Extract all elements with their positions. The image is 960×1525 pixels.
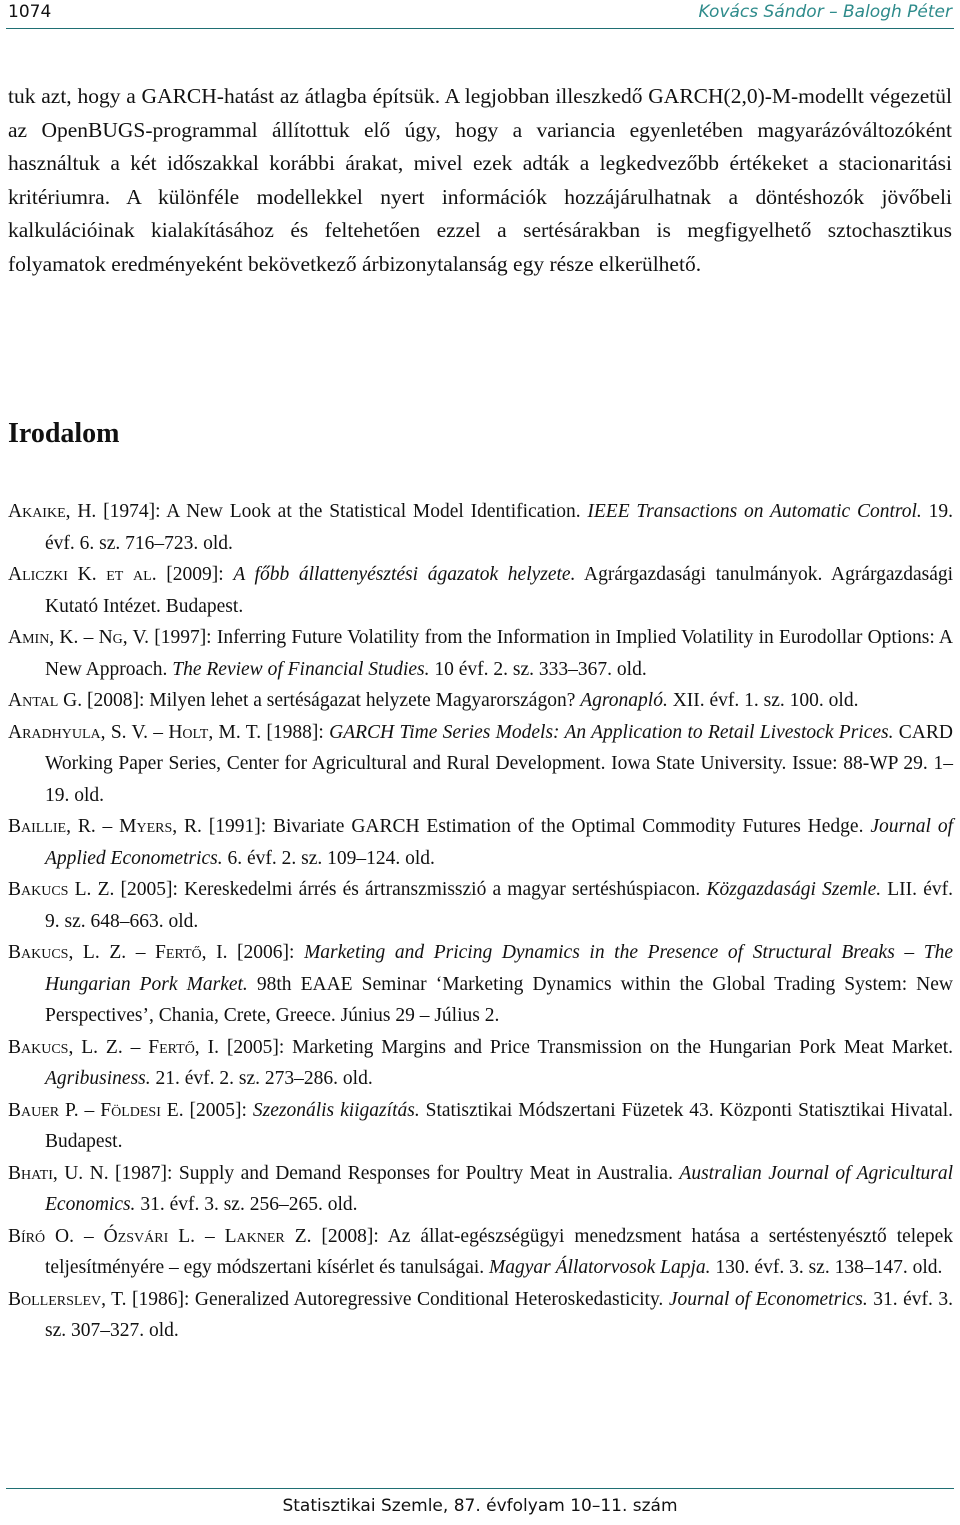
reference-details: 19. évf. 6. sz. 716–723. old.: [45, 501, 953, 554]
reference-author: Baillie, R. – Myers, R.: [8, 816, 202, 837]
reference-source: Közgazdasági Szemle.: [706, 879, 882, 900]
reference-text: [2005]:: [183, 1099, 253, 1121]
reference-source: Journal of Applied Econometrics.: [45, 816, 953, 869]
running-authors: Kovács Sándor – Balogh Péter: [698, 2, 952, 22]
reference-details: 31. évf. 3. sz. 256–265. old.: [135, 1194, 358, 1215]
reference-item: [8, 811, 953, 874]
reference-item: [8, 1221, 953, 1284]
reference-details: 98th EAAE Seminar ‘Marketing Dynamics within the Global Trading System: New Perspectives’, Chania, Crete, Greece. Június 29 – Július 2.: [45, 973, 953, 1026]
reference-author: Bíró O. – Ózsvári L. – Lakner Z.: [8, 1225, 312, 1247]
reference-author: Bakucs L. Z.: [8, 879, 115, 900]
body-paragraph: tuk azt, hogy a GARCH-hatást az átlagba építsük. A legjobban illeszkedő GARCH(2,0)-M-modellt végezetül az OpenBUGS-programmal állítottuk elő úgy, hogy a variancia egyenletében magyarázóváltozóként használtuk a két időszakkal korábbi árakat, mivel ezek adták a legkedvezőbb értékeket a stacionaritási kritériumra. A különféle modellekkel nyert információk hozzájárulhatnak a döntéshozók jövőbeli kalkulációinak kialakításához és feltehetően ezzel a sertésárakban is megfigyelhető sztochasztikus folyamatok eredményeként bekövetkező árbizonytalanság egy része elkerülhető.: [8, 84, 952, 276]
reference-author: Aradhyula, S. V. – Holt, M. T.: [8, 721, 262, 743]
reference-item: [8, 559, 953, 622]
reference-source: Australian Journal of Agricultural Economics.: [45, 1162, 954, 1215]
reference-text: [1991]: Bivariate GARCH Estimation of the Optimal Commodity Futures Hedge.: [201, 816, 871, 837]
reference-text: [1988]:: [261, 721, 330, 743]
reference-item: [8, 1158, 953, 1221]
reference-author: Aliczki K. et al.: [8, 564, 157, 585]
reference-item: [8, 622, 953, 685]
reference-item: [8, 874, 953, 937]
reference-item: [8, 937, 953, 1032]
reference-author: Antal G.: [8, 690, 83, 711]
reference-text: [2008]: Az állat-egészségügyi menedzsment hatása a sertéstenyésztő telepek teljesítményére – egy módszertani kísérlet és tanulságai.: [45, 1225, 953, 1278]
reference-details: 31. évf. 3. sz. 307–327. old.: [45, 1288, 953, 1341]
reference-list: [8, 496, 953, 1347]
reference-details: Statisztikai Módszertani Füzetek 43. Központi Statisztikai Hivatal. Budapest.: [45, 1099, 953, 1152]
reference-source: Agribusiness.: [45, 1068, 151, 1089]
reference-text: [2005]: Kereskedelmi árrés és ártranszmisszió a magyar sertéshúspiacon.: [114, 879, 707, 900]
reference-details: LII. évf. 9. sz. 648–663. old.: [45, 879, 953, 932]
reference-item: [8, 1032, 953, 1095]
reference-source: Journal of Econometrics.: [668, 1288, 868, 1310]
reference-text: [2009]:: [156, 564, 234, 585]
page-footer: Statisztikai Szemle, 87. évfolyam 10–11. szám: [282, 1496, 678, 1516]
reference-author: Bauer P. – Földesi E.: [8, 1099, 184, 1121]
reference-details: 130. évf. 3. sz. 138–147. old.: [710, 1257, 943, 1278]
reference-item: [8, 1284, 953, 1347]
reference-item: [8, 496, 953, 559]
reference-text: [1974]: A New Look at the Statistical Model Identification.: [96, 501, 588, 522]
reference-source: Marketing and Pricing Dynamics in the Presence of Structural Breaks – The Hungarian Pork Market.: [45, 942, 953, 995]
body-text: [8, 80, 952, 282]
reference-source: A főbb állattenyésztési ágazatok helyzete.: [233, 564, 576, 585]
header-rule: [6, 28, 954, 29]
reference-author: Bollerslev, T.: [8, 1288, 127, 1310]
reference-text: [1987]: Supply and Demand Responses for Poultry Meat in Australia.: [108, 1162, 680, 1184]
reference-author: Bakucs, L. Z. – Fertő, I.: [8, 942, 228, 963]
reference-item: [8, 717, 953, 812]
reference-text: [2008]: Milyen lehet a sertéságazat helyzete Magyarországon?: [82, 690, 581, 711]
reference-source: Szezonális kiigazítás.: [252, 1099, 420, 1121]
reference-details: 10 évf. 2. sz. 333–367. old.: [429, 658, 647, 680]
reference-details: Agrárgazdasági tanulmányok. Agrárgazdasági Kutató Intézet. Budapest.: [45, 564, 954, 617]
reference-author: Bakucs, L. Z. – Fertő, I.: [8, 1036, 219, 1058]
reference-item: [8, 1095, 953, 1158]
footer-rule: [6, 1488, 954, 1489]
reference-author: Akaike, H.: [8, 501, 97, 522]
reference-details: 21. évf. 2. sz. 273–286. old.: [150, 1068, 373, 1089]
reference-source: The Review of Financial Studies.: [172, 658, 430, 680]
reference-text: [2006]:: [227, 942, 305, 963]
reference-source: GARCH Time Series Models: An Application to Retail Livestock Prices.: [329, 721, 894, 743]
reference-details: XII. évf. 1. sz. 100. old.: [667, 690, 859, 711]
section-heading: Irodalom: [8, 418, 120, 449]
reference-item: [8, 685, 953, 717]
reference-source: Agronapló.: [580, 690, 668, 711]
reference-details: 6. évf. 2. sz. 109–124. old.: [222, 847, 435, 869]
reference-source: IEEE Transactions on Automatic Control.: [587, 501, 922, 522]
reference-text: [2005]: Marketing Margins and Price Transmission on the Hungarian Pork Meat Market.: [218, 1036, 953, 1058]
reference-text: [1997]: Inferring Future Volatility from the Information in Implied Volatility in Eurodollar Options: A New Approach.: [45, 627, 953, 680]
reference-text: [1986]: Generalized Autoregressive Conditional Heteroskedasticity.: [126, 1288, 669, 1310]
reference-author: Bhati, U. N.: [8, 1162, 109, 1184]
reference-details: CARD Working Paper Series, Center for Agricultural and Rural Development. Iowa State University. Issue: 88-WP 29. 1–19. old.: [45, 721, 953, 806]
reference-source: Magyar Állatorvosok Lapja.: [489, 1257, 711, 1278]
page-number: 1074: [8, 2, 52, 22]
page-header: [0, 0, 960, 30]
reference-author: Amin, K. – Ng, V.: [8, 627, 149, 648]
